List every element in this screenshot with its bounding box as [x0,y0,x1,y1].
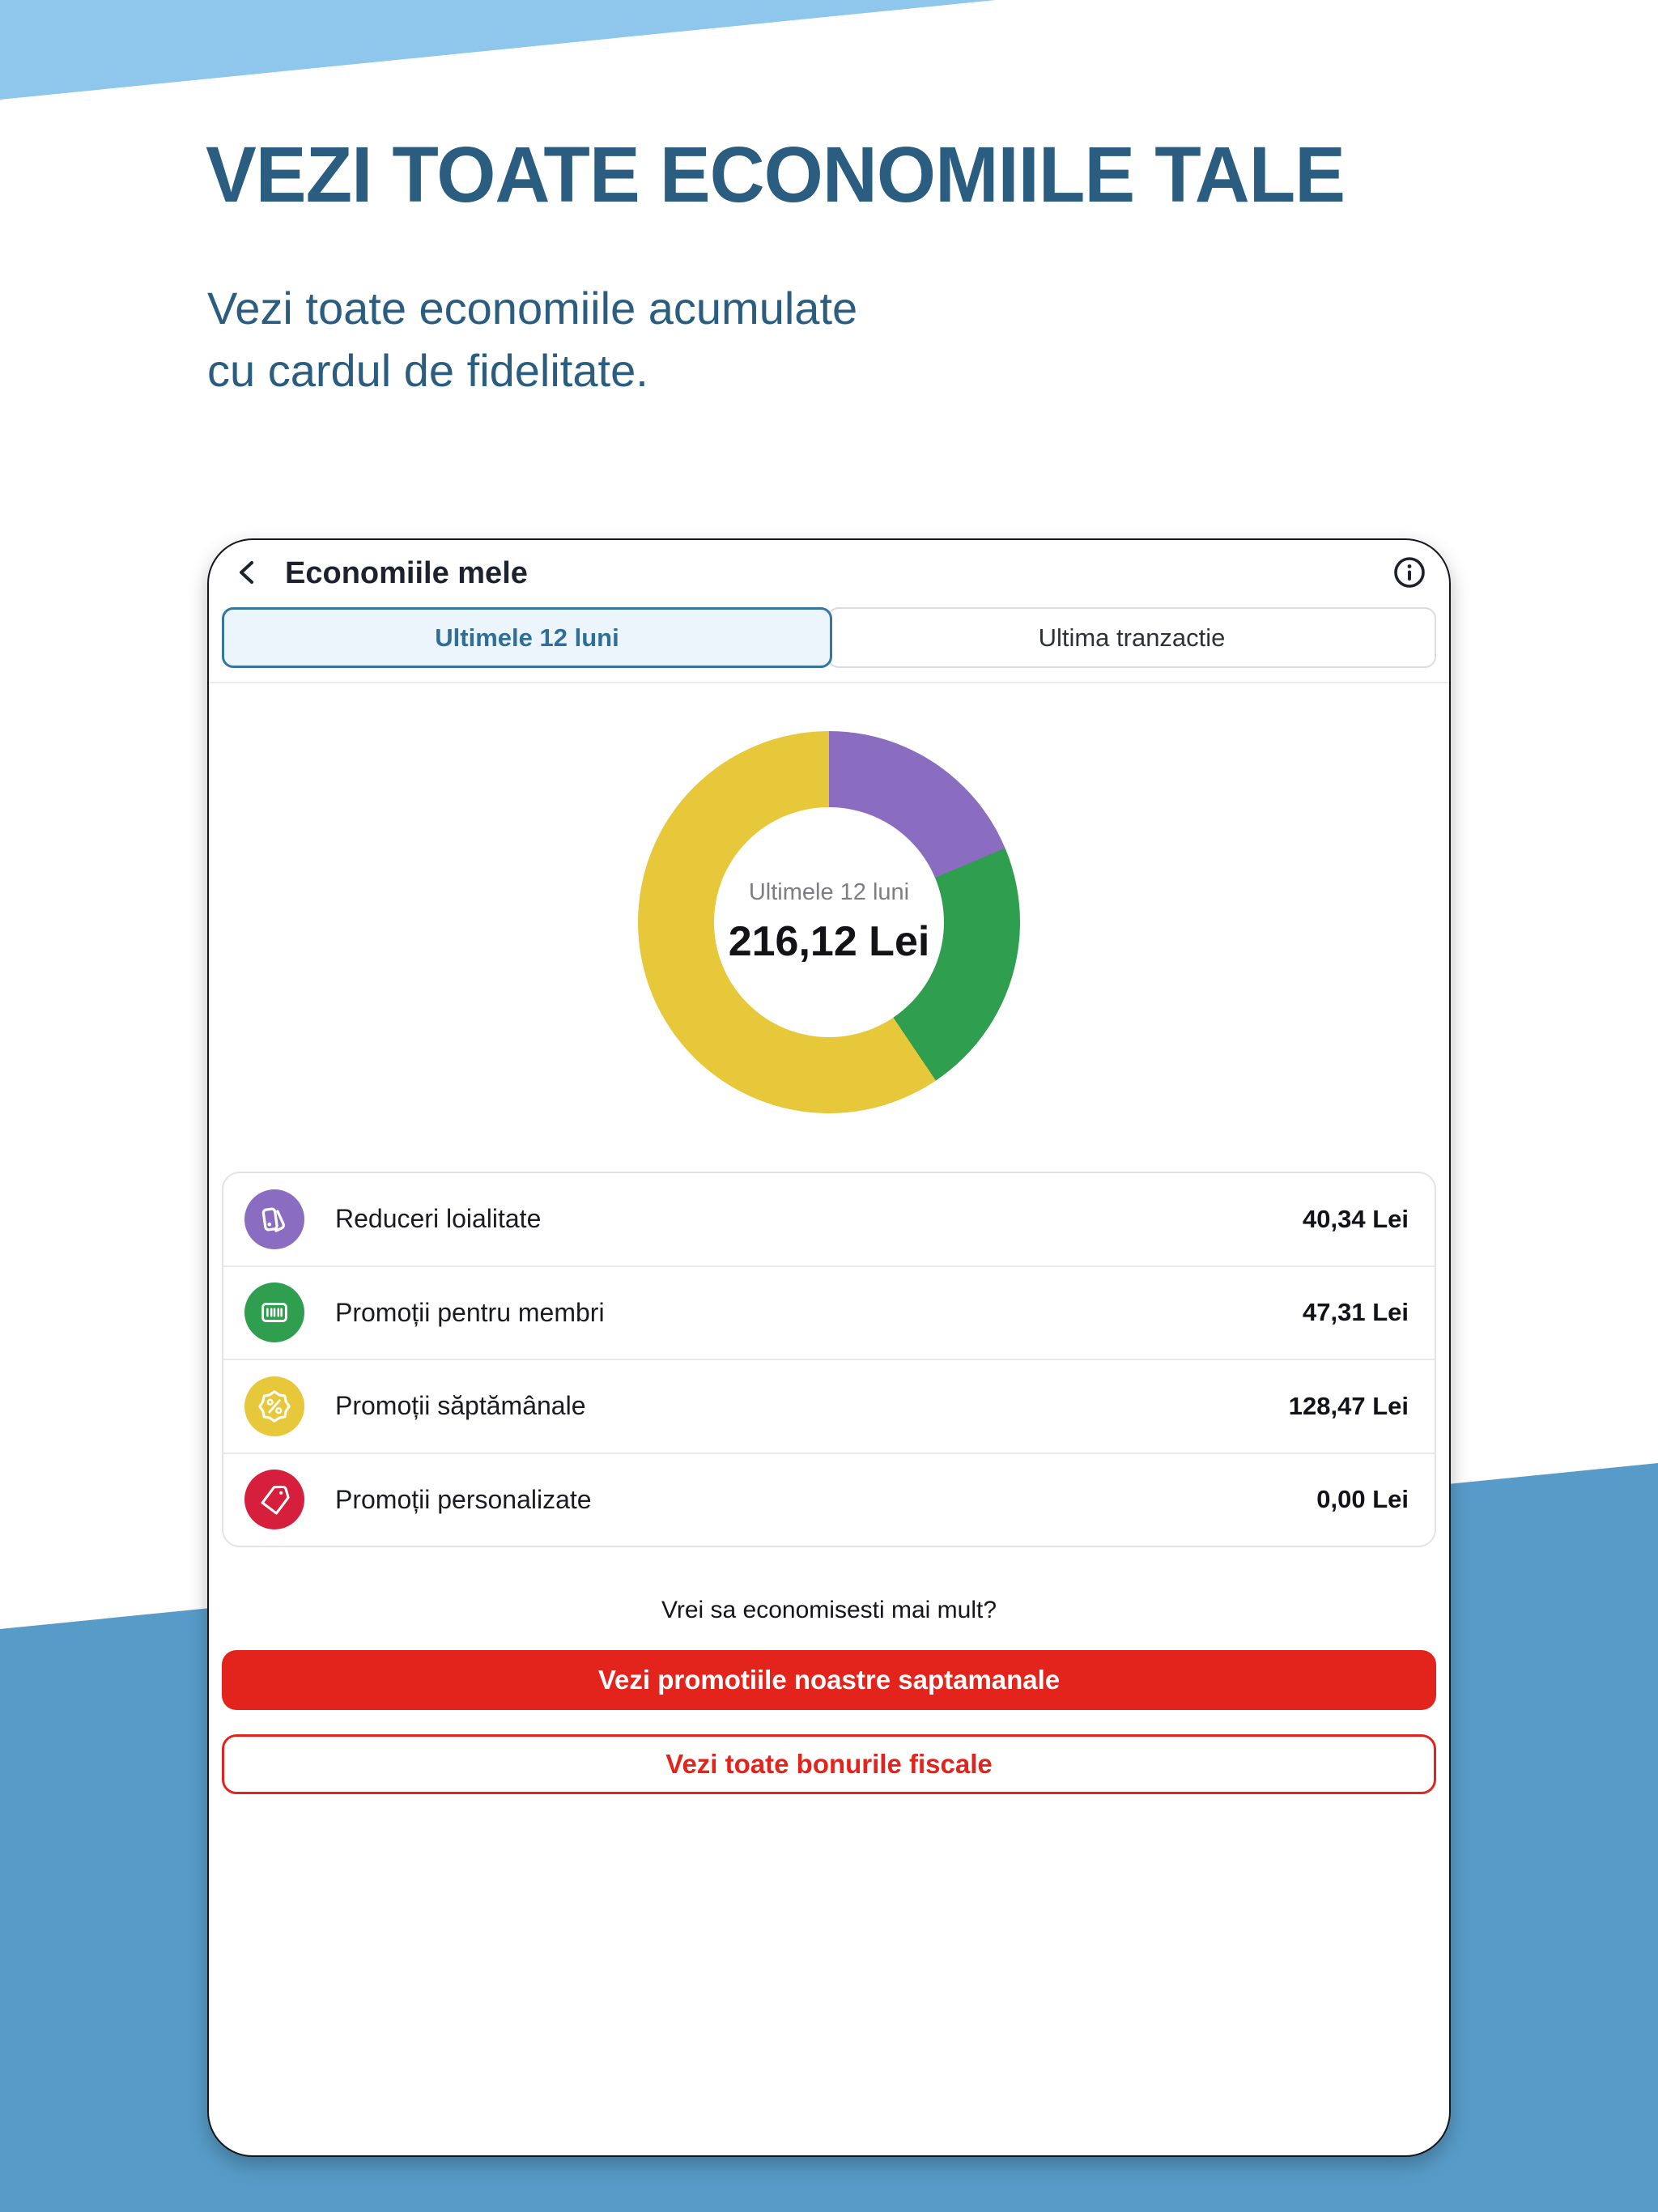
donut-center [714,807,944,1037]
list-item-label: Promoții pentru membri [335,1297,605,1327]
back-button[interactable] [230,555,266,591]
info-icon [1392,555,1426,592]
donut-center-label: Ultimele 12 luni [748,878,910,905]
chevron-left-icon [234,559,261,589]
list-item-label: Reduceri loialitate [335,1204,542,1234]
card-header [209,540,1449,606]
screen-title: Economiile mele [285,555,528,590]
page-subtitle-line2: cu cardul de fidelitate. [207,345,648,397]
list-item-weekly-promotions [223,1359,1435,1453]
list-item-personalized-promotions [223,1453,1435,1546]
info-button[interactable] [1391,555,1428,592]
list-item-label: Promoții personalizate [335,1484,592,1514]
weekly-promotions-button[interactable]: Vezi promotiile noastre saptamanale [222,1650,1436,1710]
page-subtitle [207,277,1098,402]
fiscal-receipts-button[interactable]: Vezi toate bonurile fiscale [222,1734,1436,1794]
header-divider [209,682,1449,683]
savings-breakdown-panel [222,1172,1436,1547]
tab-last-12-months[interactable]: Ultimele 12 luni [222,607,832,668]
tab-bar [222,607,1436,668]
tab-last-transaction[interactable]: Ultima tranzactie [827,607,1436,668]
coupons-icon [244,1189,304,1249]
barcode-icon [244,1283,304,1342]
page-title: VEZI TOATE ECONOMIILE TALE [206,130,1346,219]
savings-card [207,538,1451,2157]
donut-chart [638,731,1020,1113]
list-item-label: Promoții săptămânale [335,1391,586,1421]
list-item-value: 47,31 Lei [1303,1298,1409,1327]
list-item-member-promotions [223,1266,1435,1359]
donut-center-value: 216,12 Lei [728,917,930,965]
list-item-value: 0,00 Lei [1316,1485,1409,1514]
percent-badge-icon [244,1376,304,1436]
page-subtitle-line1: Vezi toate economiile acumulate [207,283,858,334]
list-item-value: 128,47 Lei [1288,1391,1409,1420]
price-tag-icon [244,1470,304,1529]
list-item-loyalty-discounts [223,1173,1435,1266]
list-item-value: 40,34 Lei [1303,1204,1409,1233]
save-more-question: Vrei sa economisesti mai mult? [661,1597,997,1623]
